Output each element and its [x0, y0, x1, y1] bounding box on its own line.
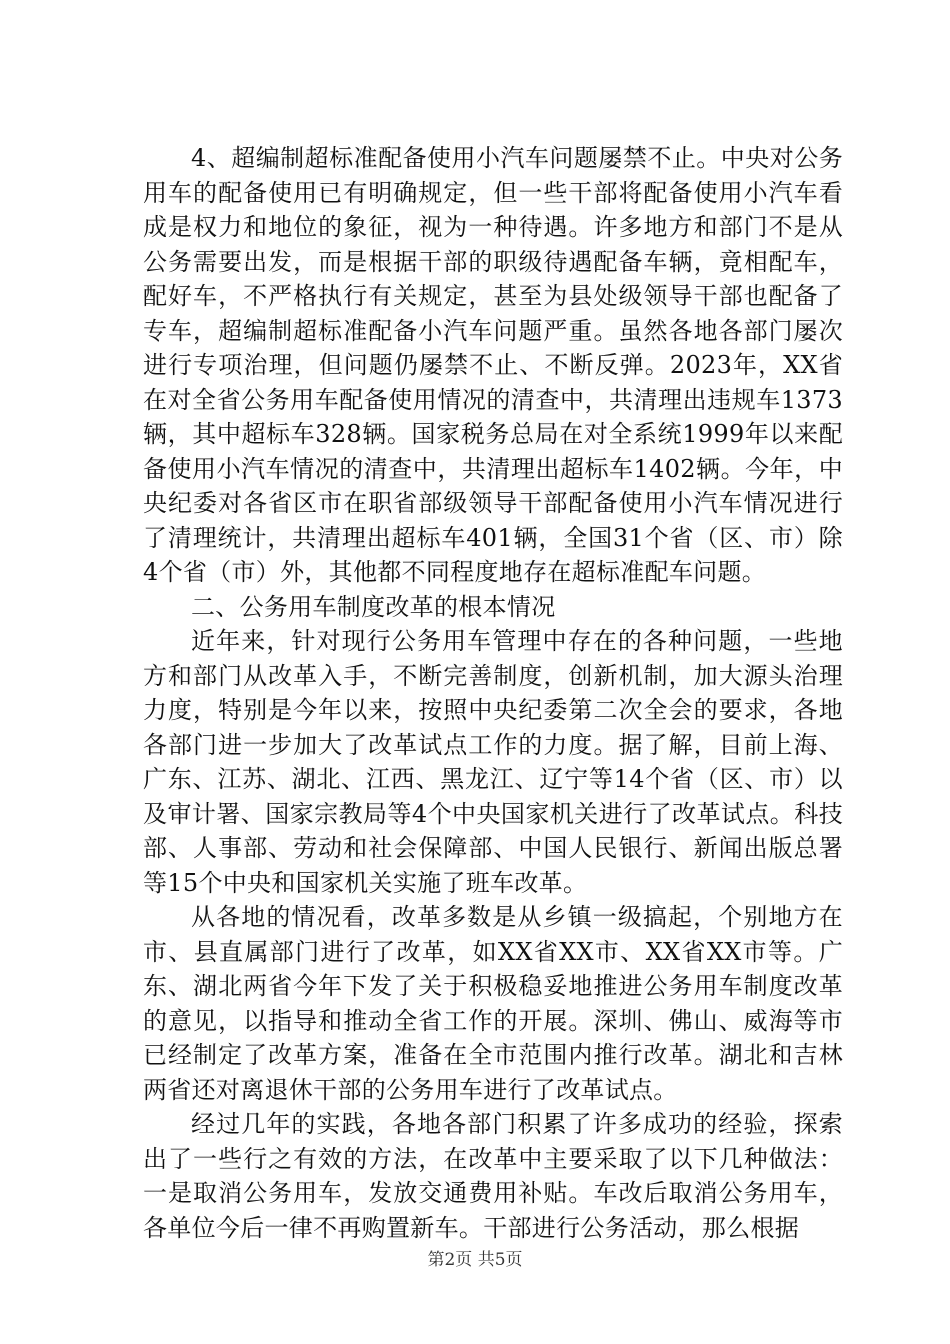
page-footer: 第2页 共5页 [427, 1250, 523, 1270]
paragraph-reform-overview: 近年来，针对现行公务用车管理中存在的各种问题，一些地方和部门从改革入手，不断完善制度，创新机制，加大源头治理力度，特别是今年以来，按照中央纪委第二次全会的要求，各地各部门进一步加大了改革试点工作的力度。据了解，目前上海、广东、江苏、湖北、江西、黑龙江、辽宁等14个省（区、市）以及审计署、国家宗教局等4个中央国家机关进行了改革试点。科技部、人事部、劳动和社会保障部、中国人民银行、新闻出版总署等15个中央和国家机关实施了班车改革。 [143, 627, 843, 897]
section-heading-2: 二、公务用车制度改革的根本情况 [191, 592, 556, 621]
paragraph-item-4: 4、超编制超标准配备使用小汽车问题屡禁不止。中央对公务用车的配备使用已有明确规定，但一些干部将配备使用小汽车看成是权力和地位的象征，视为一种待遇。许多地方和部门不是从公务需要出发，而是根据干部的职级待遇配备车辆，竟相配车，配好车，不严格执行有关规定，甚至为县处级领导干部也配备了专车，超编制超标准配备小汽车问题严重。虽然各地各部门屡次进行专项治理，但问题仍屡禁不止、不断反弹。2023年，XX省在对全省公务用车配备使用情况的清查中，共清理出违规车1373辆，其中超标车328辆。国家税务总局在对全系统1999年以来配备使用小汽车情况的清查中，共清理出超标车1402辆。今年，中央纪委对各省区市在职省部级领导干部配备使用小汽车情况进行了清理统计，共清理出超标车401辆，全国31个省（区、市）除4个省（市）外，其他都不同程度地存在超标准配车问题。 [143, 144, 843, 586]
document-body [143, 141, 843, 1245]
paragraph-local-situation: 从各地的情况看，改革多数是从乡镇一级搞起，个别地方在市、县直属部门进行了改革，如XX省XX市、XX省XX市等。广东、湖北两省今年下发了关于积极稳妥地推进公务用车制度改革的意见，以指导和推动全省工作的开展。深圳、佛山、威海等市已经制定了改革方案，准备在全市范围内推行改革。湖北和吉林两省还对离退休干部的公务用车进行了改革试点。 [143, 903, 843, 1104]
paragraph-practices: 经过几年的实践，各地各部门积累了许多成功的经验，探索出了一些行之有效的方法，在改革中主要采取了以下几种做法：一是取消公务用车，发放交通费用补贴。车改后取消公务用车，各单位今后一律不再购置新车。干部进行公务活动，那么根据 [143, 1110, 843, 1242]
